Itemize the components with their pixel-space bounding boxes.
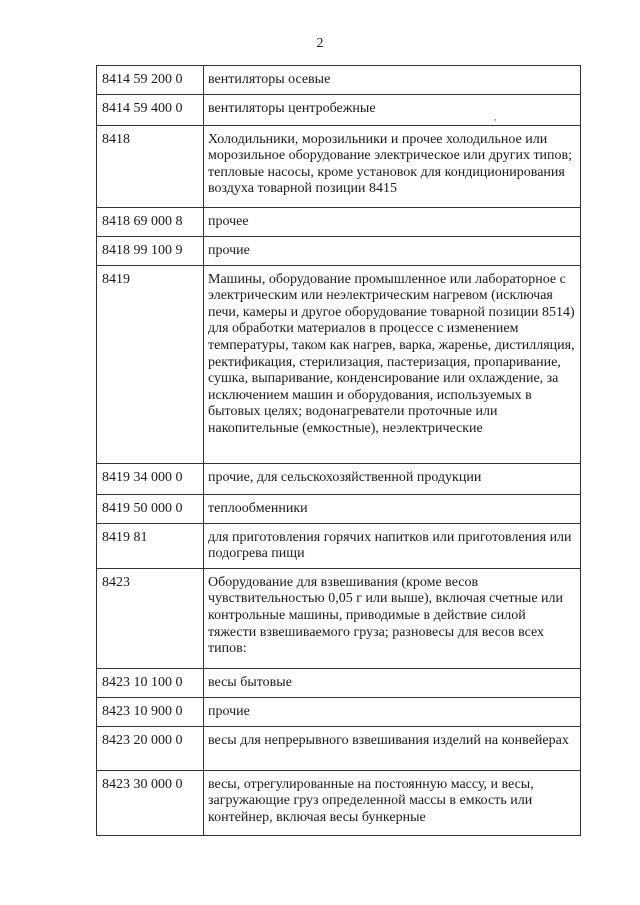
code-cell: 8419 34 000 0 — [97, 463, 204, 494]
table-row — [97, 265, 581, 463]
code-cell: 8418 — [97, 125, 204, 207]
code-cell: 8423 — [97, 568, 204, 668]
table-row — [97, 463, 581, 494]
code-cell: 8423 20 000 0 — [97, 726, 204, 770]
description-cell: весы, отрегулированные на постоянную массу, и весы, загружающие груз определенной массы в емкость или контейнер, включая весы бункерные — [204, 770, 581, 835]
description-cell: весы бытовые — [204, 668, 581, 697]
description-cell: прочие, для сельскохозяйственной продукции — [204, 463, 581, 494]
code-cell: 8418 69 000 8 — [97, 207, 204, 236]
description-cell: прочее — [204, 207, 581, 236]
table-row — [97, 125, 581, 207]
code-cell: 8418 99 100 9 — [97, 236, 204, 265]
code-cell: 8419 50 000 0 — [97, 494, 204, 523]
table-row — [97, 207, 581, 236]
table-row — [97, 770, 581, 835]
description-cell: вентиляторы осевые — [204, 66, 581, 95]
description-cell: Холодильники, морозильники и прочее холодильное или морозильное оборудование электрическое или других типов; тепловые насосы, кроме установок для кондиционирования воздуха товарной позиции 8415 — [204, 125, 581, 207]
table-row — [97, 494, 581, 523]
code-cell: 8423 10 900 0 — [97, 697, 204, 726]
table-row — [97, 66, 581, 95]
description-cell: прочие — [204, 236, 581, 265]
description-cell: прочие — [204, 697, 581, 726]
table-row — [97, 94, 581, 125]
description-cell: Машины, оборудование промышленное или лабораторное с электрическим или неэлектрическим нагревом (исключая печи, камеры и другое оборудование товарной позиции 8514) для обработки материалов в процессе с изменением температуры, таком как нагрев, варка, жаренье, дистилляция, ректификация, стерилизация, пастеризация, пропаривание, сушка, выпаривание, конденсирование или охлаждение, за исключением машин и оборудования, используемых в бытовых целях; водонагреватели проточные или накопительные (емкостные), неэлектрические — [204, 265, 581, 463]
table-row — [97, 697, 581, 726]
tariff-code-table — [96, 65, 581, 836]
stray-mark: , — [494, 112, 497, 123]
code-cell: 8414 59 200 0 — [97, 66, 204, 95]
code-cell: 8423 30 000 0 — [97, 770, 204, 835]
table-row — [97, 568, 581, 668]
table-row — [97, 668, 581, 697]
description-cell: вентиляторы центробежные — [204, 94, 581, 125]
description-cell: весы для непрерывного взвешивания изделий на конвейерах — [204, 726, 581, 770]
description-cell: теплообменники — [204, 494, 581, 523]
code-cell: 8414 59 400 0 — [97, 94, 204, 125]
table-row — [97, 523, 581, 568]
description-cell: для приготовления горячих напитков или приготовления или подогрева пищи — [204, 523, 581, 568]
table-row — [97, 726, 581, 770]
code-cell: 8419 — [97, 265, 204, 463]
description-cell: Оборудование для взвешивания (кроме весов чувствительностью 0,05 г или выше), включая счетные или контрольные машины, приводимые в действие силой тяжести взвешиваемого груза; разновесы для весов всех типов: — [204, 568, 581, 668]
table-row — [97, 236, 581, 265]
code-cell: 8419 81 — [97, 523, 204, 568]
page-number: 2 — [316, 36, 324, 51]
code-cell: 8423 10 100 0 — [97, 668, 204, 697]
